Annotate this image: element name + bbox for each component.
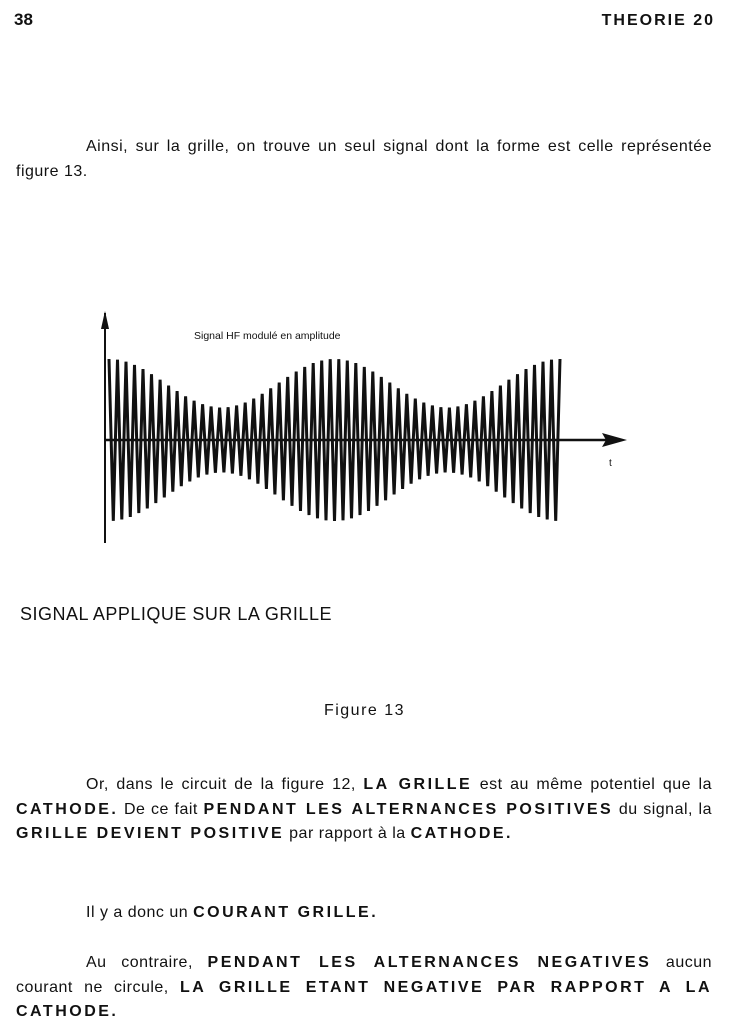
running-header: THEORIE 20 (601, 12, 715, 29)
paragraph-grid-potential (16, 773, 712, 847)
p4-keyword-2: LA GRILLE ETANT NEGATIVE PAR RAPPORT A LA CATHODE. (16, 978, 712, 1020)
p2-keyword-4: GRILLE DEVIENT POSITIVE (16, 825, 285, 842)
signal-label: Signal HF modulé en amplitude (194, 330, 341, 342)
p2-keyword-5: CATHODE. (410, 825, 513, 842)
paragraph-negative-alternations (16, 951, 712, 1025)
p2-keyword-2: CATHODE. (16, 800, 119, 818)
time-axis-label: t (609, 458, 612, 469)
figure-label: SIGNAL APPLIQUE SUR LA GRILLE (20, 604, 332, 624)
page-number: 38 (14, 10, 33, 29)
p3-keyword-1: COURANT GRILLE. (193, 904, 379, 921)
p3-text-1: Il y a donc un (86, 904, 189, 921)
p2-text-5: par rapport à la (289, 825, 406, 842)
paragraph-grid-current (16, 901, 712, 926)
intro-paragraph (16, 135, 712, 184)
p2-keyword-3: PENDANT LES ALTERNANCES POSITIVES (203, 800, 614, 818)
figure-caption: Figure 13 (323, 702, 406, 719)
p4-text-2: aucun courant ne circule, (16, 954, 713, 996)
p2-text-2: est au même potentiel que la (479, 776, 713, 793)
p4-keyword-1: PENDANT LES ALTERNANCES NEGATIVES (207, 954, 652, 971)
p2-text-3: De ce fait (123, 800, 198, 818)
p2-text-4: du signal, la (618, 800, 712, 818)
intro-text: Ainsi, sur la grille, on trouve un seul signal dont la forme est celle représentée figure 13. (16, 138, 712, 180)
p4-text-1: Au contraire, (86, 954, 193, 971)
p2-text-1: Or, dans le circuit de la figure 12, (86, 776, 356, 793)
am-signal-figure (95, 305, 635, 550)
p2-keyword-1: LA GRILLE (363, 776, 473, 793)
y-axis-arrowhead (101, 311, 109, 329)
